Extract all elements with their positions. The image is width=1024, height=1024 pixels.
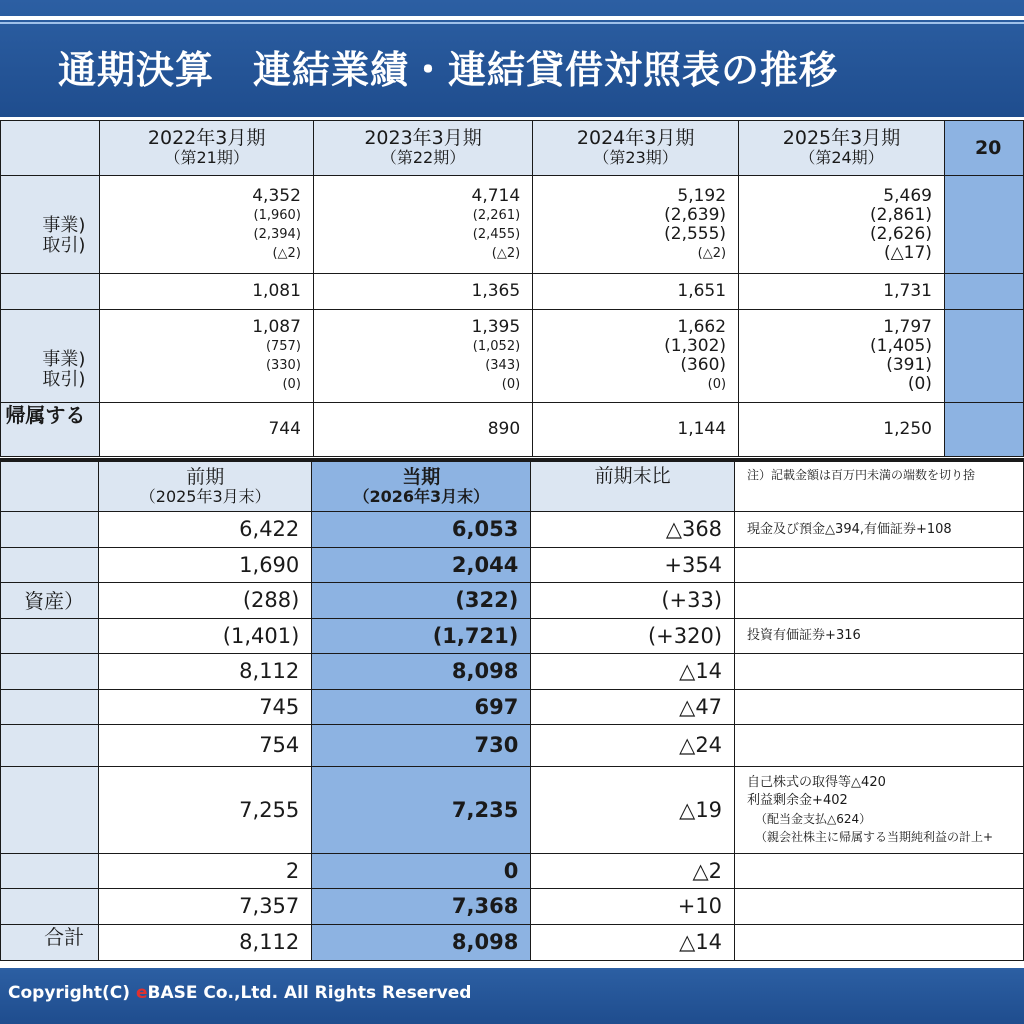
pl-cell: 5,469 (2,861) (2,626) (△17) (739, 176, 945, 274)
title-divider-bottom (0, 22, 1024, 24)
bs-row-label (1, 690, 99, 725)
bs-note-cell (735, 583, 1024, 619)
bs-row-label (1, 512, 99, 548)
pl-cell: 1,081 (100, 274, 314, 310)
bs-note-cell (735, 854, 1024, 889)
bs-prev-cell: (1,401) (99, 619, 312, 654)
pl-cell: 1,087 (757) (330) (0) (100, 310, 314, 403)
bs-row-label (1, 767, 99, 854)
pl-col-header: 2022年3月期 （第21期） (100, 121, 314, 176)
bs-prev-cell: 1,690 (99, 548, 312, 583)
pl-cell-current (944, 310, 1023, 403)
title-bar (0, 0, 1024, 117)
balance-sheet-table (0, 458, 1024, 967)
bs-note-cell: 自己株式の取得等△420 利益剰余金+402 （配当金支払△624） （親会社株主に帰属する当期純利益の計上+ (735, 767, 1024, 854)
bs-row-label (1, 854, 99, 889)
bs-curr-cell: 6,053 (312, 512, 531, 548)
pl-row-label: 事業) 取引) (1, 176, 100, 274)
bs-curr-cell: (1,721) (312, 619, 531, 654)
bs-curr-cell: 730 (312, 725, 531, 767)
pl-cell-current (944, 274, 1023, 310)
pl-header-corner (1, 121, 100, 176)
bs-note-cell (735, 654, 1024, 690)
bs-diff-cell: △14 (531, 925, 735, 961)
bs-note-cell (735, 725, 1024, 767)
bs-curr-cell: 697 (312, 690, 531, 725)
bs-col-header: 前期末比 (531, 462, 735, 512)
bs-prev-cell: (288) (99, 583, 312, 619)
bs-note-cell (735, 925, 1024, 961)
bs-diff-cell: △14 (531, 654, 735, 690)
pl-col-header-current: 20 (944, 121, 1023, 176)
bs-curr-cell: 7,368 (312, 889, 531, 925)
pl-cell: 890 (313, 403, 532, 457)
pl-cell: 4,352 (1,960) (2,394) (△2) (100, 176, 314, 274)
bs-diff-cell: △368 (531, 512, 735, 548)
pl-cell: 1,731 (739, 274, 945, 310)
bs-curr-cell: (322) (312, 583, 531, 619)
bs-curr-cell: 7,235 (312, 767, 531, 854)
bs-curr-cell: 8,098 (312, 925, 531, 961)
bs-header-corner (1, 462, 99, 512)
bs-diff-cell: △19 (531, 767, 735, 854)
logo-letter: e (135, 983, 148, 1003)
pl-cell: 1,365 (313, 274, 532, 310)
bs-prev-cell: 6,422 (99, 512, 312, 548)
bs-prev-cell: 8,112 (99, 654, 312, 690)
bs-diff-cell: +354 (531, 548, 735, 583)
bs-diff-cell: +10 (531, 889, 735, 925)
bs-row-label (1, 725, 99, 767)
bs-note-header: 注）記載金額は百万円未満の端数を切り捨 (735, 462, 1024, 512)
bs-row-label: 合計 (1, 925, 99, 961)
bs-diff-cell: △2 (531, 854, 735, 889)
pl-col-header: 2025年3月期 （第24期） (739, 121, 945, 176)
pl-cell: 1,651 (533, 274, 739, 310)
bs-curr-cell: 8,098 (312, 654, 531, 690)
bs-prev-cell: 2 (99, 854, 312, 889)
bs-note-cell (735, 690, 1024, 725)
pl-cell-current (944, 176, 1023, 274)
bs-col-header: 前期 （2025年3月末） (99, 462, 312, 512)
bs-row-label (1, 619, 99, 654)
pl-cell: 744 (100, 403, 314, 457)
bs-prev-cell: 8,112 (99, 925, 312, 961)
pl-cell-current (944, 403, 1023, 457)
pl-cell: 1,144 (533, 403, 739, 457)
bs-note-cell: 投資有価証券+316 (735, 619, 1024, 654)
bs-row-label: 資産） (1, 583, 99, 619)
bs-row-label (1, 889, 99, 925)
pl-cell: 1,797 (1,405) (391) (0) (739, 310, 945, 403)
income-statement-table (0, 120, 1024, 458)
bs-diff-cell: (+33) (531, 583, 735, 619)
bs-diff-cell: △24 (531, 725, 735, 767)
pl-cell: 4,714 (2,261) (2,455) (△2) (313, 176, 532, 274)
bs-row-label (1, 654, 99, 690)
pl-cell: 1,662 (1,302) (360) (0) (533, 310, 739, 403)
bs-diff-cell: △47 (531, 690, 735, 725)
pl-col-header: 2024年3月期 （第23期） (533, 121, 739, 176)
pl-row-label (1, 274, 100, 310)
pl-col-header: 2023年3月期 （第22期） (313, 121, 532, 176)
bs-prev-cell: 745 (99, 690, 312, 725)
bs-prev-cell: 7,255 (99, 767, 312, 854)
pl-row-label: 事業) 取引) (1, 310, 100, 403)
bs-note-cell (735, 548, 1024, 583)
pl-row-label: 帰属する (1, 403, 100, 457)
bs-col-header-current: 当期 （2026年3月末） (312, 462, 531, 512)
pl-cell: 5,192 (2,639) (2,555) (△2) (533, 176, 739, 274)
copyright-text: Copyright(C) eBASE Co.,Ltd. All Rights Reserved (8, 983, 472, 1003)
bs-note-cell: 現金及び預金△394,有価証券+108 (735, 512, 1024, 548)
pl-cell: 1,395 (1,052) (343) (0) (313, 310, 532, 403)
bs-row-label (1, 548, 99, 583)
title-divider-top (0, 16, 1024, 20)
bs-curr-cell: 2,044 (312, 548, 531, 583)
bs-diff-cell: (+320) (531, 619, 735, 654)
bs-note-cell (735, 889, 1024, 925)
bs-curr-cell: 0 (312, 854, 531, 889)
bs-prev-cell: 754 (99, 725, 312, 767)
page-title: 通期決算 連結業績・連結貸借対照表の推移 (58, 48, 839, 92)
bs-prev-cell: 7,357 (99, 889, 312, 925)
footer (0, 968, 1024, 1024)
pl-cell: 1,250 (739, 403, 945, 457)
